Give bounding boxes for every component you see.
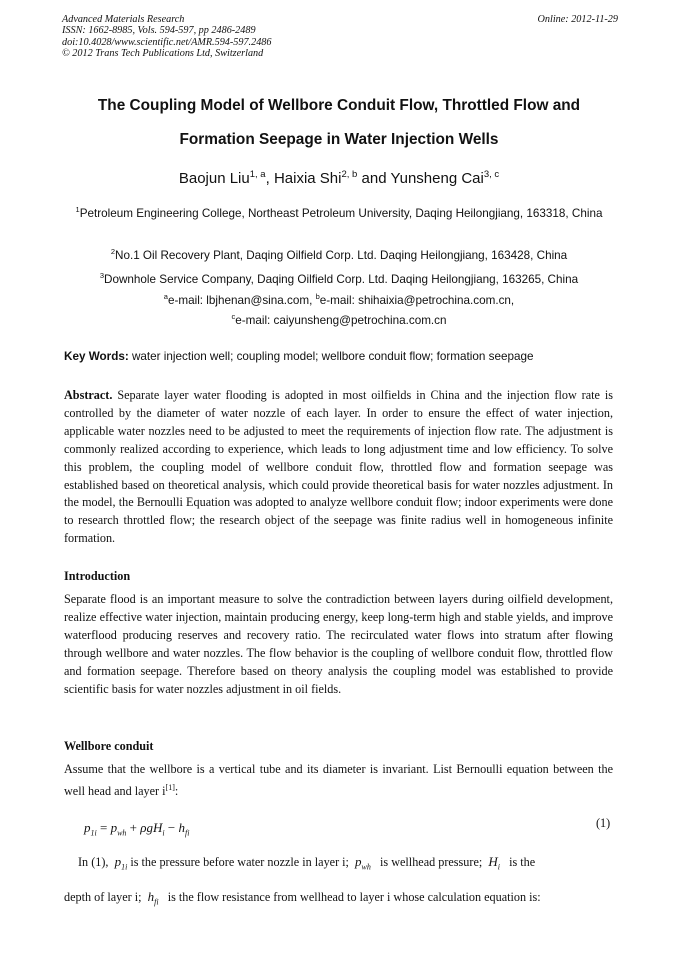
wellbore-paragraph: Assume that the wellbore is a vertical tube and its diameter is invariant. List Bernoulli equation between the well head and layer i (64, 762, 613, 798)
explain-text: is wellhead pressure; (376, 855, 486, 869)
issn-line: ISSN: 1662-8985, Vols. 594-597, pp 2486-2489 (62, 25, 256, 37)
eq-symbol-p: p (114, 854, 122, 869)
introduction-text: Separate flood is an important measure to solve the contradiction between layers during oilfield development, realize effective water injection, maintain producing energy, keep long-term high and stable yields, and improve waterflood producing reserves and recovery ratio. The recirculated water flows into stratum after flowing through wellbore and water nozzles. The flow behavior is the coupling of wellbore conduit flow, throttled flow and formation seepage. Therefore based on theory analysis the coupling model was established to provide scientific basis for water nozzles adjustment in oil fields. (64, 592, 613, 696)
affiliation-text: Petroleum Engineering College, Northeast Petroleum University, Daqing Heilongjiang, 163318, China (79, 206, 603, 220)
author-sup: 2, b (341, 169, 358, 180)
wellbore-paragraph-end: : (174, 783, 179, 798)
email-a: e-mail: lbjhenan@sina.com, (167, 293, 316, 307)
eq-symbol-p: p (84, 820, 91, 835)
eq-sub: wh (361, 862, 371, 872)
eq-symbol-h: h (178, 820, 185, 835)
eq-symbol-rhogh: ρgH (140, 820, 163, 835)
eq-minus: − (164, 820, 179, 835)
copyright-line: © 2012 Trans Tech Publications Ltd, Switzerland (62, 47, 264, 59)
eq-sub: 1i (121, 862, 128, 872)
email-sup: b (315, 292, 320, 301)
eq-sub: 1i (90, 828, 97, 838)
author-name: Haixia Shi (273, 170, 342, 187)
email-b: e-mail: shihaixia@petrochina.com.cn, (319, 293, 515, 307)
eq-symbol-pwh: p (110, 820, 118, 835)
explain-line-1 (64, 853, 613, 876)
wellbore-heading: Wellbore conduit (64, 739, 154, 753)
keywords-text: water injection well; coupling model; wellbore conduit flow; formation seepage (128, 350, 534, 363)
affiliation-text: No.1 Oil Recovery Plant, Daqing Oilfield Corp. Ltd. Daqing Heilongjiang, 163428, China (115, 248, 568, 262)
author-name: Baojun Liu (178, 170, 250, 187)
author-name: Yunsheng Cai (390, 170, 484, 187)
keywords (64, 348, 624, 365)
author-and: and (357, 170, 391, 187)
affiliation-sup: 1 (75, 205, 80, 214)
author-list (40, 165, 638, 189)
eq-sub: fi (154, 897, 159, 907)
eq-symbol-h: h (147, 889, 155, 904)
abstract-label: Abstract. (64, 388, 113, 402)
eq-symbol-H: H (488, 854, 498, 869)
journal-header (62, 14, 618, 59)
email-line-2 (66, 309, 612, 329)
affiliation-3 (66, 267, 612, 288)
explain-text: depth of layer i; (64, 890, 145, 904)
affiliation-sup: 3 (99, 271, 105, 280)
online-date: Online: 2012-11-29 (537, 14, 618, 25)
doi-line: doi:10.4028/www.scientific.net/AMR.594-597.2486 (62, 36, 272, 48)
title-line-2: Formation Seepage in Water Injection Wells (179, 131, 499, 148)
eq-plus: + (126, 820, 141, 835)
citation-ref: [1] (165, 782, 175, 792)
author-sup: 1, a (249, 169, 266, 180)
email-block (66, 289, 612, 330)
email-sup: c (231, 312, 236, 322)
abstract-text: Separate layer water flooding is adopted in most oilfields in China and the injection flow rate is controlled by the diameter of water nozzle of each layer. In order to ensure the effect of water injection, applicable water nozzles need to be adjusted to meet the requirements of injection flow rate. The adjustment is commonly realized according to experience, which leads to long adjustment time and low efficiency. To solve this problem, the coupling model of wellbore conduit flow, throttled flow and formation seepage was established based on theoretical analysis, which could provide theoretical basis for water nozzles adjustment. In the model, the Bernoulli Equation was adopted to analyze wellbore conduit flow; indoor experiments were done to research throttled flow; the research object of the seepage was finite radius well in homogeneous infinite formation. (64, 388, 613, 546)
explain-text: is the (506, 855, 536, 869)
eq-sub: i (162, 828, 165, 838)
affiliation-2 (66, 243, 612, 264)
equation-number: (1) (596, 816, 611, 830)
affiliation-sup: 2 (110, 247, 115, 256)
author-separator: , (265, 170, 274, 187)
email-c: e-mail: caiyunsheng@petrochina.com.cn (235, 314, 447, 328)
title-line-1: The Coupling Model of Wellbore Conduit Flow, Throttled Flow and (97, 97, 581, 114)
explain-text: is the flow resistance from wellhead to layer i whose calculation equation is: (164, 890, 541, 904)
eq-symbol-pwh: p (355, 854, 362, 869)
explain-text: In (1), (78, 855, 112, 869)
paper-title (40, 89, 638, 157)
affiliation-text: Downhole Service Company, Daqing Oilfield Corp. Ltd. Daqing Heilongjiang, 163265, China (104, 272, 579, 286)
email-line-1 (66, 289, 612, 309)
journal-name: Advanced Materials Research (62, 14, 185, 25)
keywords-label: Key Words: (64, 350, 129, 363)
eq-sub: i (497, 862, 500, 872)
abstract (64, 387, 613, 548)
eq-equals: = (96, 820, 111, 835)
introduction-heading: Introduction (64, 569, 131, 583)
email-sup: a (163, 292, 168, 301)
eq-sub: wh (117, 828, 127, 838)
equation-1 (84, 820, 189, 838)
explain-text: is the pressure before water nozzle in layer i; (127, 855, 352, 869)
affiliation-1 (66, 201, 612, 222)
wellbore-text (64, 761, 613, 801)
eq-sub: fi (184, 828, 190, 838)
explain-line-2 (64, 888, 613, 911)
author-sup: 3, c (483, 169, 500, 180)
